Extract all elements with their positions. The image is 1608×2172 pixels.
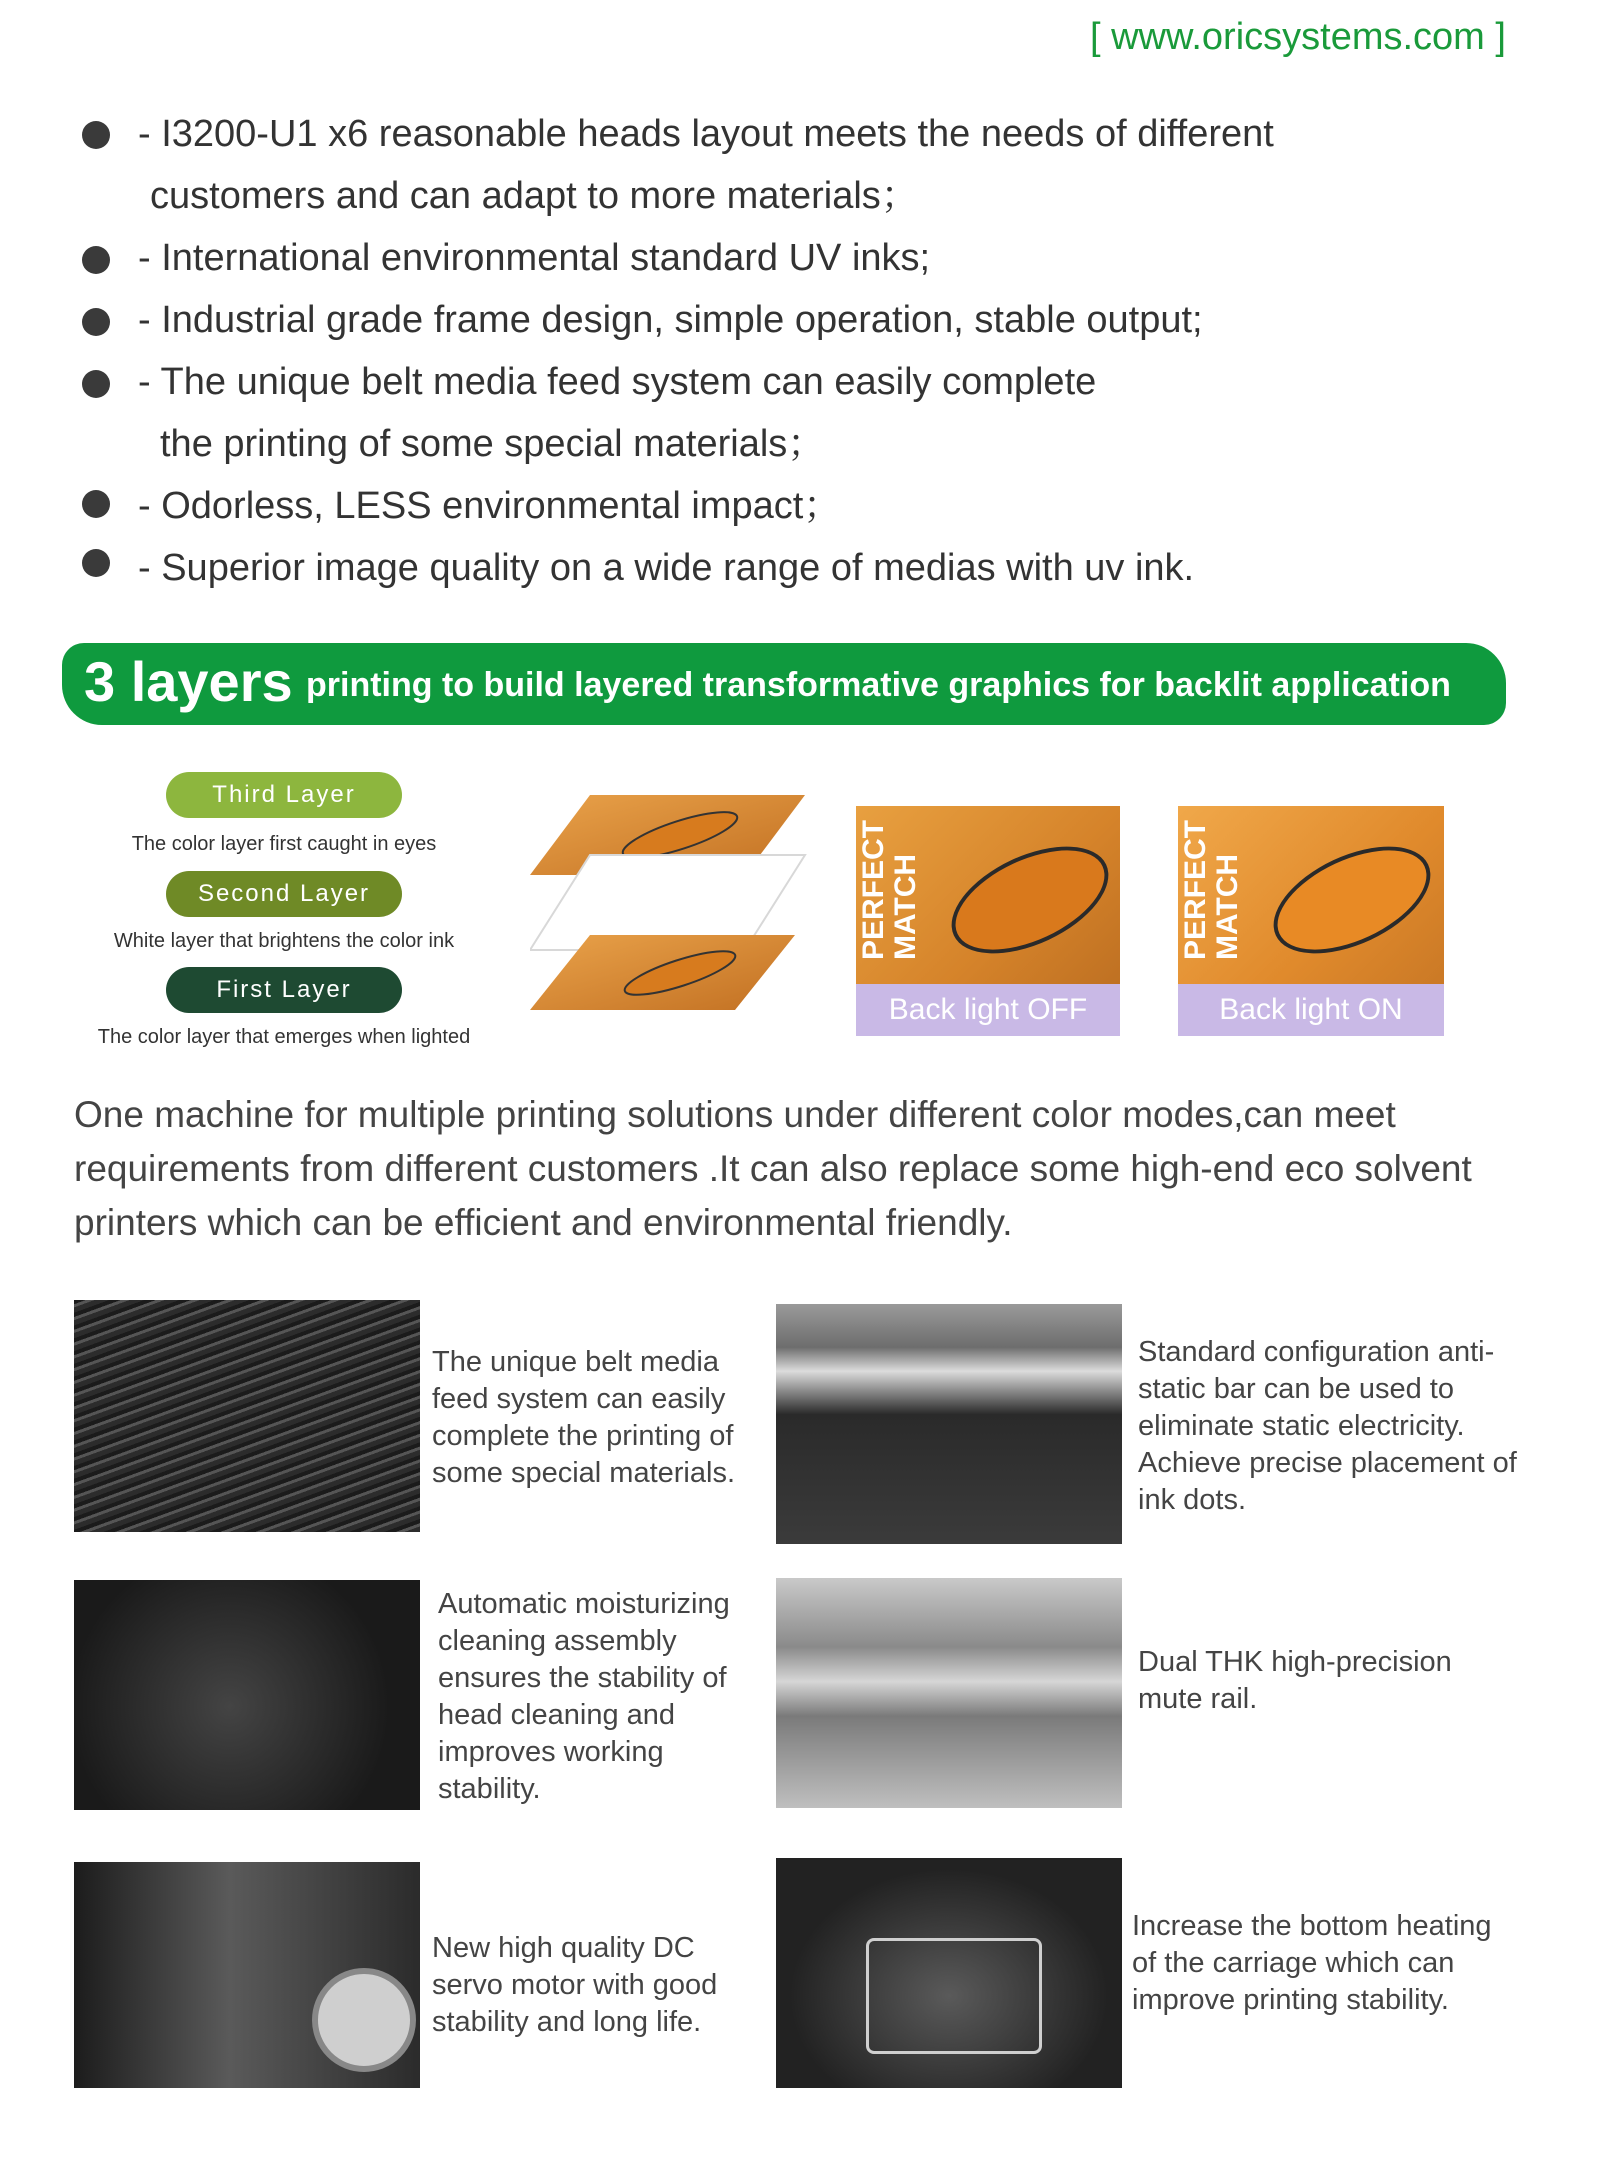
- feature-text-servo: New high quality DC servo motor with good stability and long life.: [432, 1932, 718, 2038]
- layer-pill-second: Second Layer: [166, 871, 402, 917]
- poster-backlight-on: [1178, 806, 1444, 1036]
- banner-title: 3 layers: [84, 650, 293, 713]
- anti-static-bar-photo: [776, 1304, 1122, 1544]
- layer-pill-third: Third Layer: [166, 772, 402, 818]
- servo-motor-photo: [74, 1862, 420, 2088]
- layer-caption-first: The color layer that emerges when lighted: [97, 1026, 471, 1048]
- website-url: [ www.oricsystems.com ]: [1090, 16, 1506, 58]
- poster-title-on: PERFECT MATCH: [1179, 819, 1244, 960]
- three-layers-banner: [62, 643, 1506, 725]
- cleaning-assembly-photo: [74, 1580, 420, 1810]
- bullet-dot-icon: [82, 549, 110, 577]
- bullet-3: - Industrial grade frame design, simple operation, stable output;: [138, 299, 1203, 341]
- feature-text-anti-static: Standard configuration anti-static bar can be used to eliminate static electricity. Achieve precise placement of ink dots.: [1138, 1336, 1517, 1516]
- feature-text-cleaning: Automatic moisturizing cleaning assembly ensures the stability of head cleaning and improves working stability.: [438, 1588, 730, 1805]
- poster-backlight-off: [856, 806, 1120, 1036]
- layer-caption-third: The color layer first caught in eyes: [131, 833, 437, 855]
- feature-text-heating: Increase the bottom heating of the carriage which can improve printing stability.: [1132, 1910, 1492, 2016]
- feature-text-belt: The unique belt media feed system can easily complete the printing of some special materials.: [432, 1346, 735, 1489]
- bullet-6: - Superior image quality on a wide range of medias with uv ink.: [138, 547, 1195, 589]
- motor-pulley-shape: [312, 1968, 416, 2072]
- bullet-4-line1: - The unique belt media feed system can easily complete: [138, 361, 1097, 403]
- feature-text-rail: Dual THK high-precision mute rail.: [1138, 1646, 1452, 1715]
- bullet-1-line1: - I3200-U1 x6 reasonable heads layout meets the needs of different: [138, 113, 1274, 155]
- car-image-on: [1257, 825, 1444, 976]
- layer-caption-second: White layer that brightens the color ink: [113, 930, 455, 952]
- poster-title-off: PERFECT MATCH: [857, 819, 922, 960]
- bullet-5: - Odorless, LESS environmental impact；: [138, 485, 842, 527]
- bullet-4-line2: the printing of some special materials；: [160, 423, 826, 465]
- belt-feed-photo: [74, 1300, 420, 1532]
- bullet-dot-icon: [82, 370, 110, 398]
- bullet-dot-icon: [82, 121, 110, 149]
- car-image-off: [935, 825, 1120, 976]
- intro-paragraph: One machine for multiple printing solutions under different color modes,can meet requirements from different customers .It can also replace some high-end eco solvent printers which can be efficient and environmental friendly.: [74, 1094, 1472, 1243]
- layer-pill-first: First Layer: [166, 967, 402, 1013]
- bullet-dot-icon: [82, 246, 110, 274]
- bullet-2: - International environmental standard UV inks;: [138, 237, 931, 279]
- banner-subtitle: printing to build layered transformative graphics for backlit application: [306, 666, 1451, 704]
- carriage-plate-shape: [866, 1938, 1042, 2054]
- bullet-dot-icon: [82, 490, 110, 518]
- thk-rail-photo: [776, 1578, 1122, 1808]
- layer-stack-illustration: [530, 790, 810, 1020]
- bullet-1-line2: customers and can adapt to more materials；: [150, 175, 919, 217]
- bullet-dot-icon: [82, 308, 110, 336]
- backlight-off-label: Back light OFF: [856, 984, 1120, 1036]
- backlight-on-label: Back light ON: [1178, 984, 1444, 1036]
- carriage-heating-photo: [776, 1858, 1122, 2088]
